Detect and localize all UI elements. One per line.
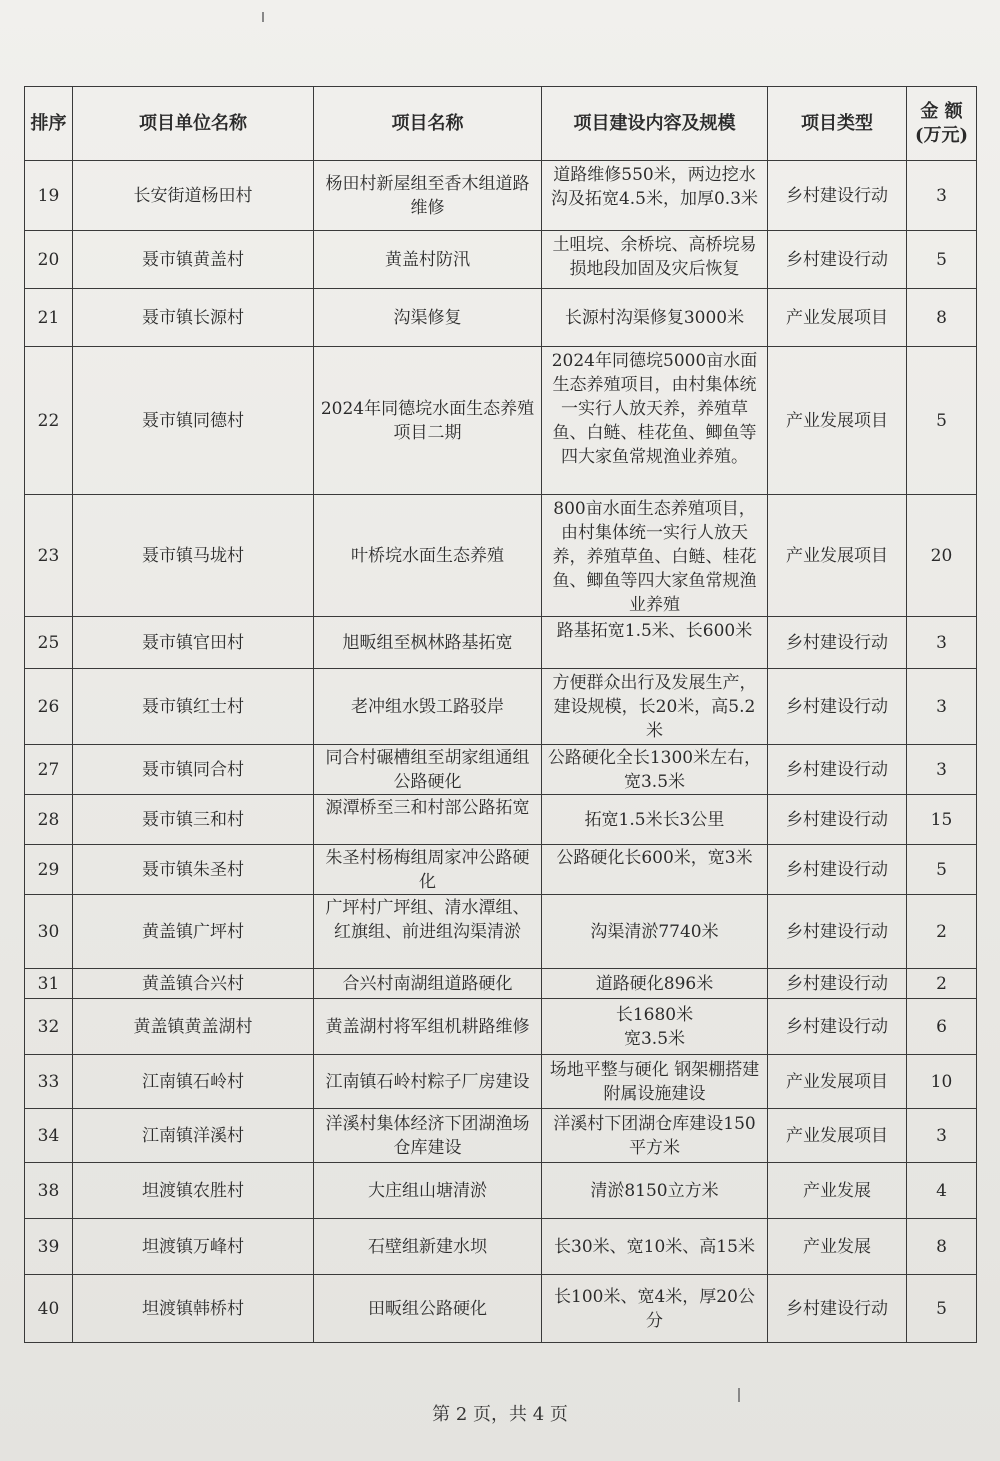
cell-content: 沟渠清淤7740米 — [542, 895, 768, 969]
cell-no: 39 — [25, 1219, 73, 1275]
table-row — [25, 1275, 977, 1343]
cell-content-text: 800亩水面生态养殖项目，由村集体统一实行人放天养，养殖草鱼、白鲢、桂花鱼、鲫鱼等四大家鱼常规渔业养殖 — [552, 498, 757, 615]
cell-no: 40 — [25, 1275, 73, 1343]
cell-unit: 聂市镇同合村 — [73, 745, 314, 795]
cell-name-text: 朱圣村杨梅组周家冲公路硬化 — [325, 847, 530, 892]
cell-amount: 3 — [907, 161, 977, 231]
cell-unit: 坦渡镇农胜村 — [73, 1163, 314, 1219]
cell-unit: 聂市镇官田村 — [73, 617, 314, 669]
table-row — [25, 845, 977, 895]
cell-name: 江南镇石岭村粽子厂房建设 — [314, 1055, 542, 1109]
cell-content — [542, 745, 768, 795]
cell-name: 杨田村新屋组至香木组道路维修 — [314, 161, 542, 231]
cell-type: 乡村建设行动 — [768, 895, 907, 969]
cell-no: 21 — [25, 289, 73, 347]
cell-amount: 8 — [907, 289, 977, 347]
cell-content-text: 土咀垸、余桥垸、高桥垸易损地段加固及灾后恢复 — [552, 234, 757, 279]
cell-name: 洋溪村集体经济下团湖渔场仓库建设 — [314, 1109, 542, 1163]
cell-name: 石壁组新建水坝 — [314, 1219, 542, 1275]
cell-type: 产业发展 — [768, 1219, 907, 1275]
cell-content-text: 道路维修550米，两边挖水沟及拓宽4.5米，加厚0.3米 — [550, 164, 759, 209]
table-row — [25, 1109, 977, 1163]
cell-amount: 5 — [907, 1275, 977, 1343]
cell-content-text: 方便群众出行及发展生产，建设规模，长20米，高5.2米 — [552, 672, 757, 741]
cell-name: 合兴村南湖组道路硬化 — [314, 969, 542, 999]
cell-amount: 3 — [907, 669, 977, 745]
cell-unit: 聂市镇三和村 — [73, 795, 314, 845]
cell-content — [542, 999, 768, 1055]
cell-type: 产业发展项目 — [768, 1055, 907, 1109]
table-row — [25, 495, 977, 617]
cell-type: 乡村建设行动 — [768, 617, 907, 669]
cell-type: 乡村建设行动 — [768, 1275, 907, 1343]
project-table — [24, 86, 977, 1343]
cell-type: 乡村建设行动 — [768, 999, 907, 1055]
cell-amount: 15 — [907, 795, 977, 845]
cell-content-text: 公路硬化长600米，宽3米 — [556, 847, 753, 868]
header-content: 项目建设内容及规模 — [542, 87, 768, 161]
cell-unit: 聂市镇马垅村 — [73, 495, 314, 617]
table-row — [25, 969, 977, 999]
cell-type: 产业发展 — [768, 1163, 907, 1219]
cell-name: 黄盖村防汛 — [314, 231, 542, 289]
cell-amount: 5 — [907, 845, 977, 895]
cell-unit: 黄盖镇合兴村 — [73, 969, 314, 999]
cell-name — [314, 745, 542, 795]
cell-name: 大庄组山塘清淤 — [314, 1163, 542, 1219]
cell-unit: 坦渡镇万峰村 — [73, 1219, 314, 1275]
cell-content-text: 路基拓宽1.5米、长600米 — [556, 620, 753, 641]
cell-type: 乡村建设行动 — [768, 969, 907, 999]
cell-name-text: 广坪村广坪组、清水潭组、红旗组、前进组沟渠清淤 — [325, 897, 530, 942]
header-unit: 项目单位名称 — [73, 87, 314, 161]
header-amount-line1: 金 额 — [920, 100, 963, 122]
cell-name — [314, 845, 542, 895]
cell-content: 长源村沟渠修复3000米 — [542, 289, 768, 347]
cell-amount: 4 — [907, 1163, 977, 1219]
cell-content-text: 2024年同德垸5000亩水面生态养殖项目，由村集体统一实行人放天养，养殖草鱼、白鲢、桂花鱼、鲫鱼等四大家鱼常规渔业养殖。 — [551, 350, 758, 467]
cell-amount: 10 — [907, 1055, 977, 1109]
table-row — [25, 895, 977, 969]
header-type: 项目类型 — [768, 87, 907, 161]
cell-no: 23 — [25, 495, 73, 617]
cell-amount: 5 — [907, 347, 977, 495]
table-row — [25, 1055, 977, 1109]
cell-type: 产业发展项目 — [768, 289, 907, 347]
cell-unit: 聂市镇黄盖村 — [73, 231, 314, 289]
header-name: 项目名称 — [314, 87, 542, 161]
scan-mark — [262, 12, 264, 22]
cell-amount: 20 — [907, 495, 977, 617]
header-row — [25, 87, 977, 161]
table-row — [25, 1219, 977, 1275]
cell-content — [542, 669, 768, 745]
cell-no: 20 — [25, 231, 73, 289]
table-row — [25, 1163, 977, 1219]
cell-no: 19 — [25, 161, 73, 231]
cell-no: 29 — [25, 845, 73, 895]
page-footer: 第 2 页，共 4 页 — [432, 1404, 568, 1425]
header-amount-line2: (万元) — [914, 124, 969, 146]
cell-amount: 5 — [907, 231, 977, 289]
table-row — [25, 617, 977, 669]
cell-amount: 2 — [907, 969, 977, 999]
cell-amount: 3 — [907, 617, 977, 669]
table-row — [25, 795, 977, 845]
cell-content: 清淤8150立方米 — [542, 1163, 768, 1219]
table-row — [25, 289, 977, 347]
cell-name: 叶桥垸水面生态养殖 — [314, 495, 542, 617]
cell-content — [542, 161, 768, 231]
cell-content: 场地平整与硬化 钢架棚搭建 附属设施建设 — [542, 1055, 768, 1109]
cell-content — [542, 845, 768, 895]
cell-content — [542, 231, 768, 289]
cell-content-text: 公路硬化全长1300米左右，宽3.5米 — [547, 747, 762, 792]
cell-no: 22 — [25, 347, 73, 495]
table-row — [25, 231, 977, 289]
cell-amount: 6 — [907, 999, 977, 1055]
cell-type: 乡村建设行动 — [768, 669, 907, 745]
table-row — [25, 669, 977, 745]
cell-unit: 聂市镇朱圣村 — [73, 845, 314, 895]
cell-type: 乡村建设行动 — [768, 231, 907, 289]
cell-no: 25 — [25, 617, 73, 669]
cell-type: 产业发展项目 — [768, 1109, 907, 1163]
cell-name: 田畈组公路硬化 — [314, 1275, 542, 1343]
cell-content — [542, 617, 768, 669]
cell-no: 33 — [25, 1055, 73, 1109]
cell-no: 26 — [25, 669, 73, 745]
cell-unit: 黄盖镇黄盖湖村 — [73, 999, 314, 1055]
cell-name: 旭畈组至枫林路基拓宽 — [314, 617, 542, 669]
cell-unit: 聂市镇红士村 — [73, 669, 314, 745]
table-row — [25, 347, 977, 495]
cell-type: 乡村建设行动 — [768, 745, 907, 795]
header-amount — [907, 87, 977, 161]
cell-name: 黄盖湖村将军组机耕路维修 — [314, 999, 542, 1055]
cell-content: 道路硬化896米 — [542, 969, 768, 999]
cell-content: 洋溪村下团湖仓库建设150平方米 — [542, 1109, 768, 1163]
cell-amount: 3 — [907, 745, 977, 795]
cell-unit: 聂市镇同德村 — [73, 347, 314, 495]
cell-amount: 2 — [907, 895, 977, 969]
cell-no: 32 — [25, 999, 73, 1055]
cell-no: 31 — [25, 969, 73, 999]
cell-type: 乡村建设行动 — [768, 161, 907, 231]
cell-name-text: 同合村碾槽组至胡家组通组公路硬化 — [325, 747, 530, 792]
cell-content: 长30米、宽10米、高15米 — [542, 1219, 768, 1275]
cell-content-line2: 宽3.5米 — [623, 1028, 686, 1049]
cell-amount: 3 — [907, 1109, 977, 1163]
cell-unit: 黄盖镇广坪村 — [73, 895, 314, 969]
cell-content: 拓宽1.5米长3公里 — [542, 795, 768, 845]
cell-content — [542, 347, 768, 495]
cell-no: 34 — [25, 1109, 73, 1163]
cell-type: 乡村建设行动 — [768, 845, 907, 895]
cell-unit: 长安街道杨田村 — [73, 161, 314, 231]
cell-type: 乡村建设行动 — [768, 795, 907, 845]
cell-amount: 8 — [907, 1219, 977, 1275]
cell-name: 老冲组水毁工路驳岸 — [314, 669, 542, 745]
cell-content — [542, 495, 768, 617]
cell-unit: 坦渡镇韩桥村 — [73, 1275, 314, 1343]
cell-name — [314, 895, 542, 969]
cell-no: 27 — [25, 745, 73, 795]
cell-type: 产业发展项目 — [768, 495, 907, 617]
cell-unit: 聂市镇长源村 — [73, 289, 314, 347]
cell-content: 长100米、宽4米，厚20公分 — [542, 1275, 768, 1343]
cell-unit: 江南镇洋溪村 — [73, 1109, 314, 1163]
cell-no: 38 — [25, 1163, 73, 1219]
cell-name: 2024年同德垸水面生态养殖项目二期 — [314, 347, 542, 495]
table-row — [25, 999, 977, 1055]
cell-no: 30 — [25, 895, 73, 969]
table-row — [25, 161, 977, 231]
table-row — [25, 745, 977, 795]
cell-name-text: 源潭桥至三和村部公路拓宽 — [325, 797, 530, 818]
cell-unit: 江南镇石岭村 — [73, 1055, 314, 1109]
cell-no: 28 — [25, 795, 73, 845]
cell-content-line1: 长1680米 — [615, 1004, 694, 1025]
cell-type: 产业发展项目 — [768, 347, 907, 495]
cell-name: 沟渠修复 — [314, 289, 542, 347]
cell-name — [314, 795, 542, 845]
header-no: 排序 — [25, 87, 73, 161]
